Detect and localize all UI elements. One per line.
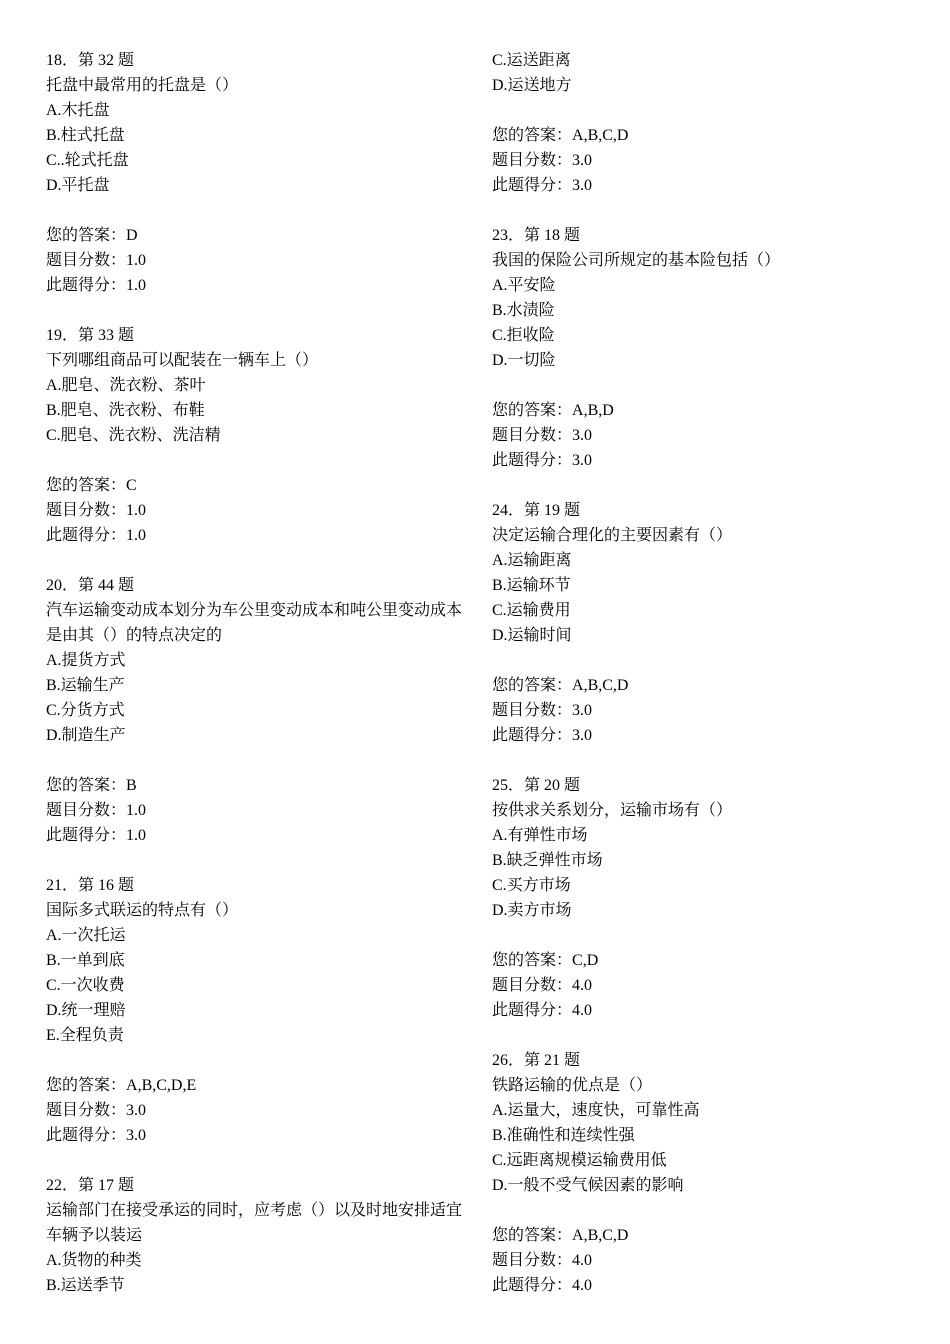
- question-block: [46, 48, 466, 323]
- question-heading: 22．第 17 题: [46, 1177, 135, 1194]
- spacer: [46, 1148, 466, 1173]
- question-stem: 运输部门在接受承运的同时，应考虑（）以及时地安排适宜车辆予以装运: [46, 1202, 463, 1244]
- left-column: [46, 48, 466, 1298]
- your-answer: 您的答案：A,B,C,D: [492, 677, 629, 694]
- your-answer: 您的答案：D: [46, 227, 138, 244]
- question-heading: 24．第 19 题: [492, 502, 581, 519]
- question-score: 题目分数：3.0: [492, 427, 593, 444]
- option-d: D.运输时间: [492, 627, 572, 644]
- spacer: [492, 1023, 912, 1048]
- option-e: E.全程负责: [46, 1027, 124, 1044]
- your-answer: 您的答案：A,B,C,D: [492, 1227, 629, 1244]
- question-stem: 我国的保险公司所规定的基本险包括（）: [492, 252, 781, 269]
- question-stem: 国际多式联运的特点有（）: [46, 902, 239, 919]
- option-c: C.运送距离: [492, 52, 571, 69]
- question-block: [492, 498, 912, 773]
- earned-score: 此题得分：3.0: [492, 177, 593, 194]
- option-d: D.统一理赔: [46, 1002, 126, 1019]
- question-score: 题目分数：4.0: [492, 1252, 593, 1269]
- spacer: [492, 98, 912, 123]
- option-c: C.肥皂、洗衣粉、洗洁精: [46, 427, 221, 444]
- your-answer: 您的答案：B: [46, 777, 137, 794]
- right-column: [492, 48, 912, 1298]
- option-d: D.一切险: [492, 352, 556, 369]
- question-score: 题目分数：1.0: [46, 502, 147, 519]
- your-answer: 您的答案：C: [46, 477, 137, 494]
- option-a: A.木托盘: [46, 102, 110, 119]
- option-c: C.一次收费: [46, 977, 125, 994]
- spacer: [46, 848, 466, 873]
- question-stem: 铁路运输的优点是（）: [492, 1077, 653, 1094]
- spacer: [46, 448, 466, 473]
- option-b: B.肥皂、洗衣粉、布鞋: [46, 402, 205, 419]
- question-heading: 21．第 16 题: [46, 877, 135, 894]
- option-a: A.货物的种类: [46, 1252, 142, 1269]
- question-block: [46, 323, 466, 573]
- question-score: 题目分数：4.0: [492, 977, 593, 994]
- spacer: [46, 298, 466, 323]
- option-b: B.运送季节: [46, 1277, 125, 1294]
- option-c: C.买方市场: [492, 877, 571, 894]
- option-a: A.运量大，速度快，可靠性高: [492, 1102, 700, 1119]
- question-block: [46, 873, 466, 1173]
- question-score: 题目分数：3.0: [46, 1102, 147, 1119]
- earned-score: 此题得分：3.0: [492, 727, 593, 744]
- option-c: C.分货方式: [46, 702, 125, 719]
- earned-score: 此题得分：1.0: [46, 827, 147, 844]
- spacer: [492, 198, 912, 223]
- option-d: D.制造生产: [46, 727, 126, 744]
- question-heading: 26．第 21 题: [492, 1052, 581, 1069]
- earned-score: 此题得分：4.0: [492, 1002, 593, 1019]
- question-block: [492, 773, 912, 1048]
- question-score: 题目分数：3.0: [492, 702, 593, 719]
- question-block: [492, 1048, 912, 1298]
- option-c: C.拒收险: [492, 327, 555, 344]
- spacer: [46, 198, 466, 223]
- option-b: B.准确性和连续性强: [492, 1127, 635, 1144]
- option-d: D.平托盘: [46, 177, 110, 194]
- question-score: 题目分数：1.0: [46, 802, 147, 819]
- option-b: B.柱式托盘: [46, 127, 125, 144]
- question-heading: 19．第 33 题: [46, 327, 135, 344]
- question-block: [46, 573, 466, 873]
- question-stem: 托盘中最常用的托盘是（）: [46, 77, 239, 94]
- option-a: A.运输距离: [492, 552, 572, 569]
- question-block: [492, 48, 912, 223]
- your-answer: 您的答案：A,B,C,D,E: [46, 1077, 197, 1094]
- spacer: [492, 923, 912, 948]
- option-b: B.运输生产: [46, 677, 125, 694]
- your-answer: 您的答案：A,B,C,D: [492, 127, 629, 144]
- spacer: [492, 373, 912, 398]
- question-score: 题目分数：3.0: [492, 152, 593, 169]
- spacer: [492, 648, 912, 673]
- question-heading: 25．第 20 题: [492, 777, 581, 794]
- question-score: 题目分数：1.0: [46, 252, 147, 269]
- option-a: A.提货方式: [46, 652, 126, 669]
- spacer: [46, 748, 466, 773]
- spacer: [46, 548, 466, 573]
- earned-score: 此题得分：4.0: [492, 1277, 593, 1294]
- option-b: B.一单到底: [46, 952, 125, 969]
- option-d: D.一般不受气候因素的影响: [492, 1177, 684, 1194]
- your-answer: 您的答案：A,B,D: [492, 402, 614, 419]
- option-b: B.水渍险: [492, 302, 555, 319]
- option-a: A.肥皂、洗衣粉、茶叶: [46, 377, 206, 394]
- option-b: B.缺乏弹性市场: [492, 852, 603, 869]
- option-a: A.平安险: [492, 277, 556, 294]
- spacer: [492, 473, 912, 498]
- earned-score: 此题得分：3.0: [492, 452, 593, 469]
- spacer: [492, 748, 912, 773]
- earned-score: 此题得分：1.0: [46, 527, 147, 544]
- question-heading: 20．第 44 题: [46, 577, 135, 594]
- question-stem: 汽车运输变动成本划分为车公里变动成本和吨公里变动成本是由其（）的特点决定的: [46, 602, 463, 644]
- option-c: C.远距离规模运输费用低: [492, 1152, 667, 1169]
- option-c: C..轮式托盘: [46, 152, 129, 169]
- option-c: C.运输费用: [492, 602, 571, 619]
- option-d: D.运送地方: [492, 77, 572, 94]
- option-a: A.一次托运: [46, 927, 126, 944]
- option-a: A.有弹性市场: [492, 827, 588, 844]
- earned-score: 此题得分：1.0: [46, 277, 147, 294]
- earned-score: 此题得分：3.0: [46, 1127, 147, 1144]
- question-stem: 下列哪组商品可以配装在一辆车上（）: [46, 352, 319, 369]
- question-block: [492, 223, 912, 498]
- option-b: B.运输环节: [492, 577, 571, 594]
- option-d: D.卖方市场: [492, 902, 572, 919]
- spacer: [492, 1198, 912, 1223]
- question-heading: 18．第 32 题: [46, 52, 135, 69]
- question-heading: 23．第 18 题: [492, 227, 581, 244]
- spacer: [46, 1048, 466, 1073]
- question-stem: 决定运输合理化的主要因素有（）: [492, 527, 733, 544]
- question-stem: 按供求关系划分，运输市场有（）: [492, 802, 733, 819]
- question-block: [46, 1173, 466, 1298]
- your-answer: 您的答案：C,D: [492, 952, 599, 969]
